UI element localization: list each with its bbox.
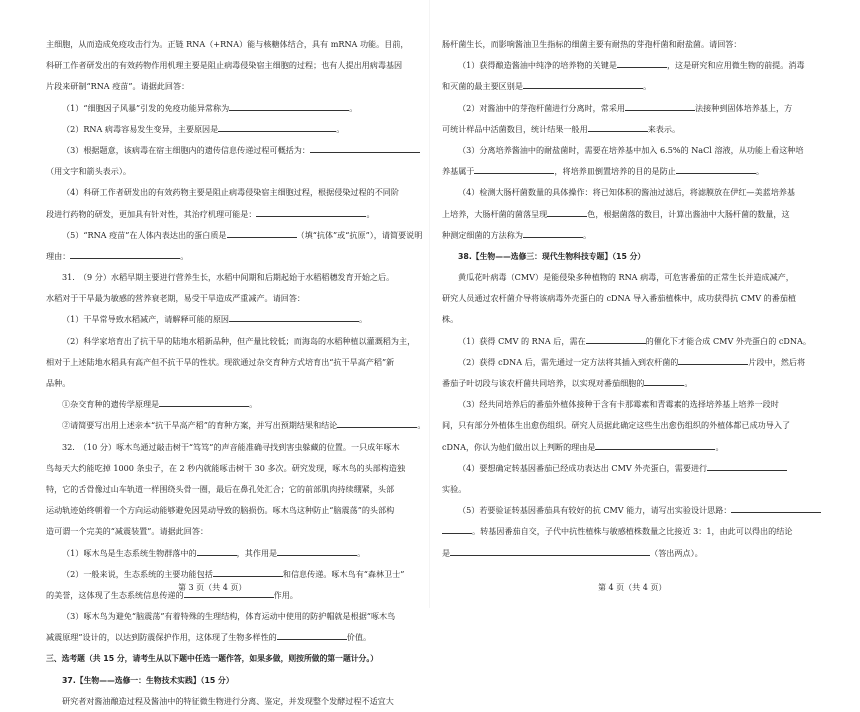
text-line [442,161,814,182]
line-text: （1）“细胞因子风暴”引发的免疫功能异常称为 [62,102,230,113]
answer-blank [676,164,756,174]
text-line [46,437,402,458]
text-line [442,55,814,76]
answer-blank [707,461,787,471]
line-text: 理由： [46,250,71,261]
answer-blank [678,355,748,365]
line-text-after-blank: （填“抗体”或“抗原”），请简要说明 [296,229,423,240]
line-text: 鸟每天大约能吃掉 1000 条虫子，在 2 秒内就能啄击树干 30 多次。研究发现，啄木鸟的头部构造独 [46,462,406,473]
line-text: 养基属于 [442,166,475,177]
text-line [46,500,402,521]
line-text: （5）“RNA 疫苗”在人体内表达出的蛋白质是 [62,229,227,240]
text-line [442,331,814,352]
line-text: 38.【生物——选修三：现代生物科技专题】（15 分） [458,251,646,261]
text-line [442,76,814,97]
text-line [46,288,402,309]
answer-blank [337,418,417,428]
text-line [442,34,814,55]
answer-blank [450,546,650,556]
line-text: 品种。 [46,378,71,388]
line-text-after-blank: 。转基因番茄自交，子代中抗性植株与敏感植株数量之比接近 3：1，由此可以得出的结论 [472,526,793,537]
line-text: （3）经共同培养后的番茄外植体接种于含有卡那霉素和青霉素的选择培养基上培养一段时 [458,399,779,410]
answer-blank [442,524,472,534]
line-text: （2）科学家培育出了抗干旱的陆地水稻新品种，但产量比较低；而海岛的水稻种植以灌溉稻为主， [62,335,416,346]
line-text-after-blank: 。 [684,378,693,388]
text-line [442,437,814,458]
line-text: 31. （9 分）水稻早期主要进行营养生长，水稻中间期和后期起始于水稻稻穗发育开始之后。 [62,272,395,283]
text-line [442,373,814,394]
answer-blank [277,630,347,640]
line-text-after-blank: 。 [357,547,366,558]
line-text: 研究者对酱油酿造过程及酱油中的特征微生物进行分离、鉴定，并发现整个发酵过程不适宜大 [62,695,394,706]
text-line [442,246,814,267]
line-text: （2）RNA 病毒容易发生变异，主要原因是 [62,123,219,134]
answer-blank [644,376,684,386]
answer-blank [277,546,357,556]
page-4 [430,0,860,608]
line-text: （2）对酱油中的芽孢杆菌进行分离时，常采用 [458,102,626,113]
line-text-after-blank: 和信息传递。啄木鸟有“森林卫士” [282,568,405,579]
line-text-after-blank: 作用。 [273,589,298,600]
text-line [442,267,814,288]
line-text: （4）要想确定转基因番茄已经成功表达出 CMV 外壳蛋白，需要进行 [458,462,708,473]
line-text: 株。 [442,314,459,325]
answer-blank [523,79,643,89]
answer-blank [523,228,583,238]
line-text: ①杂交育种的遗传学原理是 [62,399,160,410]
text-line [46,140,402,161]
text-line [442,182,814,203]
answer-blank [229,312,359,322]
line-text: 科研工作者研发出的有效药物作用机理主要是阻止病毒侵染宿主细胞的过程；也有人提出用病毒基因 [46,60,403,71]
line-text: （1）啄木鸟是生态系统生物群落中的 [62,547,197,558]
answer-blank [227,228,297,238]
line-text-after-blank: 。 [755,166,764,177]
answer-blank [229,101,349,111]
line-text: 减震原理”设计的，以达到防震保护作用，这体现了生物多样性的 [46,632,277,643]
line-text: 黄瓜花叶病毒（CMV）是能侵染多种植物的 RNA 病毒，可危害番茄的正常生长并造成减产， [458,272,794,283]
text-line [46,76,402,97]
text-line [46,55,402,76]
line-text: （5）若要验证转基因番茄具有较好的抗 CMV 能力，请写出实验设计思路： [458,505,732,516]
line-text-after-blank: 。 [642,81,652,92]
line-text: 上培养，大肠杆菌的菌落呈现 [442,208,548,219]
line-text: 段进行药物的研发，更加具有针对性，其治疗机理可能是： [46,208,257,219]
answer-blank [731,503,821,513]
text-line [46,479,402,500]
text-line [46,98,402,119]
line-text: 造可谓一个完美的“减震装置”。请据此回答： [46,526,209,537]
line-text: （3）分离培养酱油中的耐盐菌时，需要在培养基中加入 6.5%的 NaCl 溶液，从功能上看这种培 [458,144,804,155]
text-line [46,415,426,436]
line-text: 相对于上述陆地水稻具有高产但不抗干旱的性状。现欲通过杂交育种方式培育出“抗干旱高产稻”新 [46,356,395,367]
text-line [46,458,406,479]
line-text: （用文字和箭头表示）。 [46,166,131,177]
line-text: （4）检测大肠杆菌数量的具体操作：将已知体积的酱油过滤后，将滤膜放在伊红—美蓝培养基 [458,187,795,198]
line-text: cDNA，你认为他们做出以上判断的理由是 [442,441,596,452]
text-line [46,373,402,394]
line-text: 番茄子叶切段与该农杆菌共同培养，以实现对番茄细胞的 [442,378,645,388]
line-text-after-blank: 。 [180,250,189,261]
page-4-footer: 第 4 页（共 4 页） [598,583,667,592]
text-line [46,670,402,691]
line-text: 特，它的舌骨像过山车轨道一样围绕头骨一圈，最后在鼻孔处汇合；它的前部肌肉持续绷紧，头部 [46,483,395,494]
line-text-after-blank: 。 [349,102,358,113]
answer-blank [474,164,554,174]
line-text: ②请简要写出用上述亲本“抗干旱高产稻”的育种方案，并写出预期结果和结论 [62,420,338,431]
line-text: 研究人员通过农杆菌介导将该病毒外壳蛋白的 cDNA 导入番茄植株中，成功获得抗 CMV 的番茄植 [442,293,797,304]
line-text-after-blank: 的催化下才能合成 CMV 外壳蛋白的 cDNA。 [645,335,811,346]
text-line [442,479,814,500]
page-4-text-column [442,34,814,564]
text-line [442,543,814,564]
line-text-after-blank: 法接种到固体培养基上，方 [695,102,793,113]
page-3 [0,0,430,706]
line-text: （4）科研工作者研发出的有效药物主要是阻止病毒侵染宿主细胞过程，根据侵染过程的不同阶 [62,187,399,198]
line-text-after-blank: ，将培养皿倒置培养的目的是防止 [554,166,676,177]
line-text: 片段来研制“RNA 疫苗”。请据此回答： [46,81,190,92]
answer-blank [310,143,420,153]
line-text-after-blank: 。 [249,399,258,410]
text-line [46,352,402,373]
text-line [442,458,814,479]
answer-blank [197,546,237,556]
line-text: 32. （10 分）啄木鸟通过敲击树干“笃笃”的声音能准确寻找到害虫躲藏的位置。一只成年啄木 [62,441,400,452]
answer-blank [586,334,646,344]
text-line [46,309,402,330]
text-line [442,415,814,436]
text-line [442,98,814,119]
text-line [46,521,402,542]
page-3-footer: 第 3 页（共 4 页） [178,583,247,592]
text-line [46,34,409,55]
answer-blank [588,122,648,132]
text-line [442,309,814,330]
answer-blank [213,567,283,577]
line-text: （1）获得 CMV 的 RNA 后，需在 [458,335,586,346]
text-line [46,543,402,564]
page-3-text-column [46,34,426,712]
line-text-after-blank: （答出两点）。 [650,547,703,558]
line-text: 运动轨迹始终朝着一个方向运动能够避免因晃动导致的脑损伤。啄木鸟这种防止“脑震荡”的头部构 [46,505,395,516]
line-text: （3）根据题意，该病毒在宿主细胞内的遗传信息传递过程可概括为： [62,144,310,155]
answer-blank [547,207,587,217]
line-text-after-blank: ，其作用是 [236,547,278,558]
answer-blank [256,207,366,217]
line-text-after-blank: 。 [336,123,345,134]
text-line [442,225,814,246]
text-line [46,648,402,669]
answer-blank [218,122,336,132]
line-text-after-blank: 来表示。 [647,123,681,134]
line-text: 实验。 [442,483,467,494]
line-text-after-blank: ，这是研究和应用微生物的前提。消毒 [666,60,805,71]
answer-blank [625,101,695,111]
answer-blank [595,440,715,450]
text-line [46,182,402,203]
text-line [46,394,402,415]
text-line [442,288,814,309]
text-line [442,119,814,140]
answer-blank [70,249,180,259]
line-text: 间，只有部分外植体生出愈伤组织。研究人员据此确定这些生出愈伤组织的外植体都已成功导入了 [442,420,791,431]
line-text: 水稻对于干旱最为敏感的营养衰老期，易受干旱造成严重减产。请回答： [46,293,306,304]
line-text: 的美誉，这体现了生态系统信息传递的 [46,589,184,600]
text-line [442,140,814,161]
line-text: 肠杆菌生长，而影响酱油卫生指标的细菌主要有耐热的芽孢杆菌和耐盐菌。请回答： [442,39,742,49]
line-text: 主细胞，从而造成免疫攻击行为。正链 RNA（+RNA）能与核糖体结合，具有 mRNA 功能。目前， [46,39,409,49]
line-text: （2）一般来说，生态系统的主要功能包括 [62,568,213,579]
line-text-after-blank: 。 [359,314,368,325]
text-line [46,627,402,648]
text-line [442,352,814,373]
line-text-after-blank: 。 [417,420,426,431]
line-text: （2）获得 cDNA 后，需先通过一定方法将其插入到农杆菌的 [458,356,679,367]
line-text-after-blank: 。 [366,208,375,219]
text-line [442,500,814,521]
line-text: 37.【生物——选修一：生物技术实践】（15 分） [62,675,234,685]
text-line [46,691,402,712]
text-line [46,331,416,352]
answer-blank [617,58,667,68]
text-line [442,204,814,225]
line-text: 种测定细菌的方法称为 [442,229,523,240]
line-text-after-blank: 价值。 [346,632,372,643]
line-text-after-blank: 。 [715,441,724,452]
line-text: 三、选考题（共 15 分，请考生从以下题中任选一题作答，如果多做，则按所做的第一题计分。） [46,654,379,664]
line-text: 是 [442,547,451,558]
text-line [46,606,402,627]
text-line [46,246,402,267]
text-line [46,267,402,288]
line-text: 可统计样品中活菌数目，统计结果一般用 [442,123,588,134]
line-text-after-blank: 片段中，然后将 [748,356,806,367]
text-line [442,521,814,542]
text-line [46,161,402,182]
line-text: （1）干旱常导致水稻减产，请解释可能的原因 [62,314,230,325]
line-text: 和灭菌的最主要区别是 [442,81,523,92]
line-text: （1）获得酿造酱油中纯净的培养物的关键是 [458,60,617,71]
text-line [46,204,402,225]
line-text-after-blank: 色，根据菌落的数目，计算出酱油中大肠杆菌的数量，这 [587,208,790,219]
line-text-after-blank: 。 [582,229,592,240]
text-line [46,119,402,140]
text-line [46,225,423,246]
line-text: （3）啄木鸟为避免“脑震荡”有着特殊的生理结构，体育运动中使用的防护帽就是根据“啄木鸟 [62,611,396,622]
answer-blank [159,397,249,407]
text-line [442,394,814,415]
